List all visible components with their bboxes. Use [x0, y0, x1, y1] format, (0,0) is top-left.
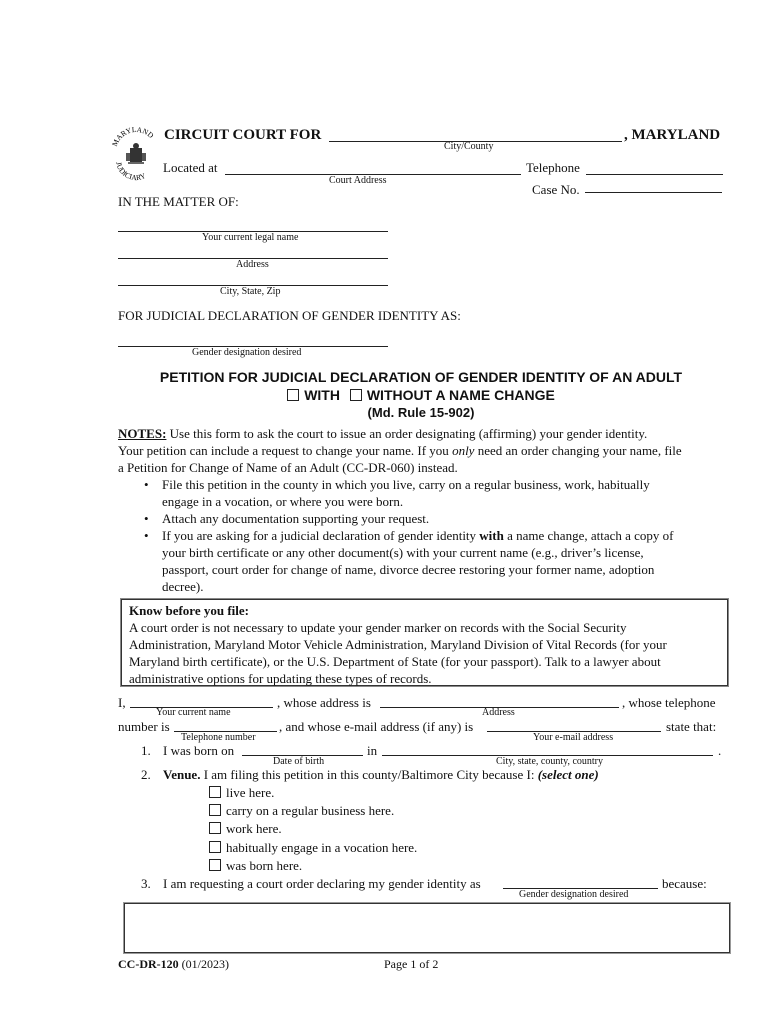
bullet-text: engage in a vocation, or where you were born. — [162, 494, 404, 509]
city-county-caption: City/County — [444, 141, 494, 152]
checkbox-icon[interactable] — [209, 859, 221, 871]
item-3-number: 3. — [141, 876, 151, 891]
court-address-caption: Court Address — [329, 175, 387, 186]
notes-bullets — [140, 476, 674, 595]
bullet-text: If you are asking for a judicial declaration of gender identity — [162, 528, 480, 543]
bullet-text: decree). — [162, 579, 204, 594]
bullet-text: a name change, attach a copy of — [503, 528, 674, 543]
petition-title: PETITION FOR JUDICIAL DECLARATION OF GENDER IDENTITY OF AN ADULT — [159, 369, 683, 385]
know-box-line: Maryland birth certificate), or the U.S. Department of State (for your passport). Talk to a lawyer about — [129, 654, 661, 669]
born-on-label: I was born on — [163, 743, 235, 758]
gender-designation-caption: Gender designation desired — [192, 347, 302, 358]
number-is-label: number is — [118, 719, 170, 734]
state-that-label: state that: — [666, 719, 717, 734]
venue-option-label: was born here. — [226, 858, 303, 873]
notes-line: a Petition for Change of Name of an Adult (CC-DR-060) instead. — [118, 460, 458, 475]
venue-option-born[interactable] — [209, 857, 302, 875]
email-caption: Your e-mail address — [533, 732, 614, 743]
know-box-heading: Know before you file: — [129, 603, 249, 618]
for-judicial-declaration: FOR JUDICIAL DECLARATION OF GENDER IDENTITY AS: — [118, 308, 461, 323]
address-caption: Address — [236, 259, 269, 270]
bullet-item — [140, 476, 674, 510]
checkbox-icon[interactable] — [209, 786, 221, 798]
know-before-you-file-box — [121, 599, 728, 686]
select-one-label: (select one) — [537, 767, 599, 782]
date-of-birth-caption: Date of birth — [273, 756, 325, 767]
page-number: Page 1 of 2 — [384, 957, 439, 971]
checkbox-icon[interactable] — [209, 822, 221, 834]
court-telephone-field[interactable] — [586, 174, 723, 175]
notes-label: NOTES: — [118, 426, 167, 441]
bullet-text: passport, court order for change of name, divorce decree restoring your former name, adoption — [162, 562, 655, 577]
rule-reference: (Md. Rule 15-902) — [367, 405, 475, 420]
court-heading: CIRCUIT COURT FOR — [164, 127, 322, 143]
because-label: because: — [662, 876, 707, 891]
whose-address-label: , whose address is — [277, 695, 371, 710]
bullet-text: your birth certificate or any other document(s) with your current name (e.g., driver’s license, — [162, 545, 644, 560]
item-1-number: 1. — [141, 743, 151, 758]
bullet-item — [140, 510, 674, 527]
venue-option-business[interactable] — [209, 802, 394, 820]
bullet-emphasis: with — [479, 528, 504, 543]
without-checkbox[interactable] — [350, 389, 362, 401]
email-label: , and whose e-mail address (if any) is — [279, 719, 474, 734]
venue-option-label: carry on a regular business here. — [226, 803, 395, 818]
case-no-label: Case No. — [532, 182, 580, 197]
with-label: WITH — [304, 387, 340, 403]
venue-option-vocation[interactable] — [209, 839, 417, 857]
know-box-line: A court order is not necessary to update your gender marker on records with the Social Security — [129, 620, 627, 635]
venue-option-label: habitually engage in a vocation here. — [226, 840, 418, 855]
bullet-item — [140, 527, 674, 595]
checkbox-icon[interactable] — [209, 804, 221, 816]
notes-emphasis: only — [452, 443, 475, 458]
legal-name-caption: Your current legal name — [202, 232, 299, 243]
know-box-line: administrative options for updating these types of records. — [129, 671, 432, 686]
bullet-text: • File this petition in the county in which you live, carry on a regular business, work, habitually — [162, 477, 650, 492]
in-label: in — [367, 743, 378, 758]
requesting-label: I am requesting a court order declaring my gender identity as — [163, 876, 481, 891]
know-box-line: Administration, Maryland Motor Vehicle Administration, Maryland Division of Vital Records (for your — [129, 637, 667, 652]
period: . — [718, 743, 722, 758]
telephone-label: Telephone — [526, 160, 580, 175]
svg-text:MARYLAND: MARYLAND — [110, 126, 156, 148]
item-2-number: 2. — [141, 767, 151, 782]
birthplace-caption: City, state, county, country — [496, 756, 604, 767]
petitioner-address-caption: Address — [482, 707, 515, 718]
venue-option-label: live here. — [226, 785, 275, 800]
form-number: CC-DR-120 — [118, 957, 179, 971]
notes-line: Use this form to ask the court to issue an order designating (affirming) your gender identity. — [166, 426, 648, 441]
petition-subtitle — [0, 387, 770, 403]
notes-line: Your petition can include a request to change your name. If you — [118, 443, 453, 458]
telephone-number-caption: Telephone number — [181, 732, 256, 743]
notes-line: need an order changing your name, file — [474, 443, 682, 458]
city-state-zip-caption: City, State, Zip — [220, 286, 281, 297]
venue-option-live[interactable] — [209, 784, 274, 802]
i-label: I, — [118, 695, 126, 710]
whose-telephone-label: , whose telephone — [622, 695, 716, 710]
current-name-caption: Your current name — [156, 707, 231, 718]
maryland-label: , MARYLAND — [624, 127, 721, 143]
with-checkbox[interactable] — [287, 389, 299, 401]
form-revision: (01/2023) — [178, 957, 229, 971]
venue-option-work[interactable] — [209, 820, 282, 838]
without-label: WITHOUT A NAME CHANGE — [366, 387, 555, 403]
form-id — [118, 957, 229, 972]
in-the-matter-of: IN THE MATTER OF: — [118, 194, 239, 209]
located-at-label: Located at — [163, 160, 218, 175]
venue-text: I am filing this petition in this county/Baltimore City because I: — [200, 767, 538, 782]
checkbox-icon[interactable] — [209, 841, 221, 853]
maryland-judiciary-seal — [110, 126, 162, 184]
gender-identity-caption: Gender designation desired — [519, 889, 629, 900]
venue-label: Venue. — [163, 767, 201, 782]
venue-option-label: work here. — [226, 821, 282, 836]
notes-paragraph — [118, 425, 682, 476]
case-no-field[interactable] — [585, 192, 722, 193]
reason-text-box[interactable] — [124, 903, 730, 953]
svg-text:JUDICIARY: JUDICIARY — [114, 161, 147, 183]
venue-statement — [163, 767, 599, 783]
bullet-text: • Attach any documentation supporting your request. — [162, 511, 430, 526]
